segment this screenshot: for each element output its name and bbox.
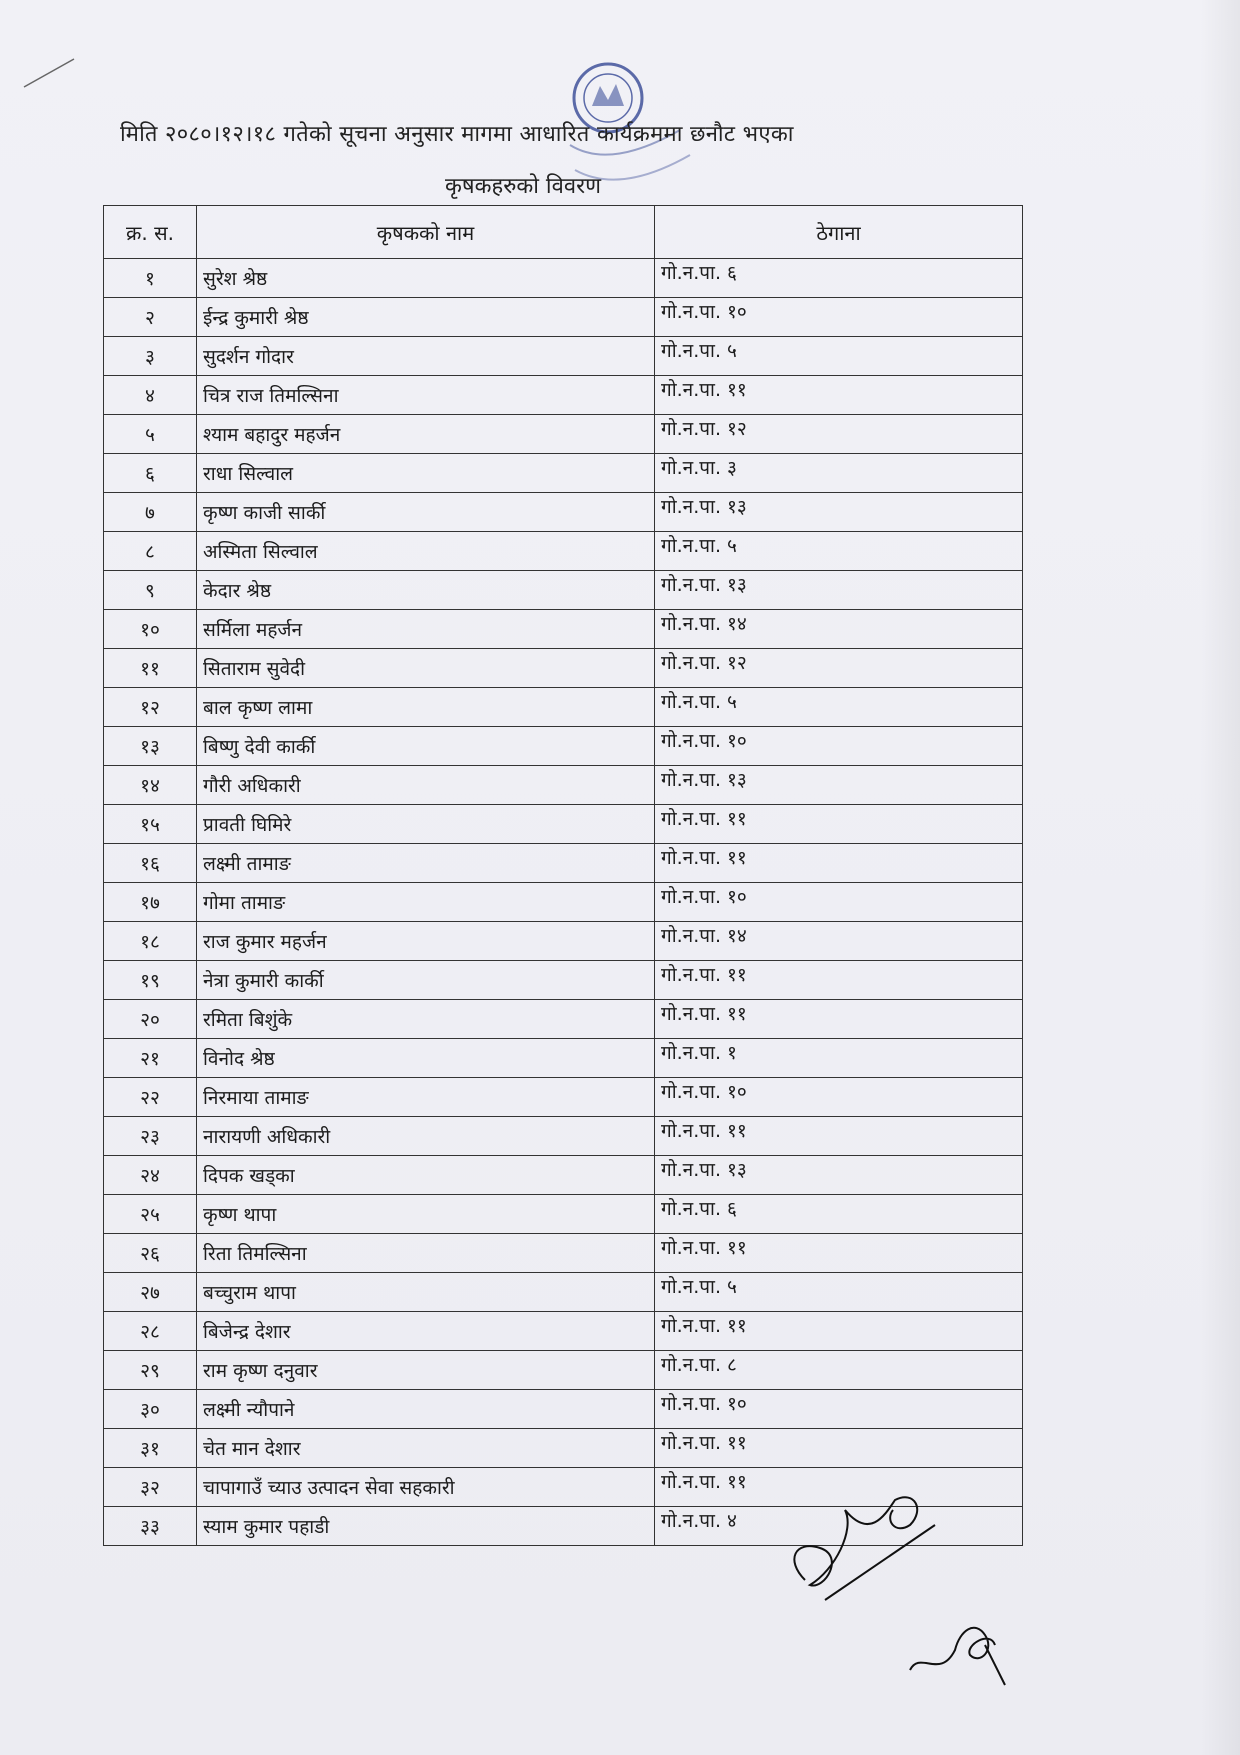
address-cell: गो.न.पा. ११ <box>655 1117 1023 1156</box>
serial-cell: ३२ <box>104 1468 197 1507</box>
name-cell: गौरी अधिकारी <box>197 766 655 805</box>
name-cell: चापागाउँ च्याउ उत्पादन सेवा सहकारी <box>197 1468 655 1507</box>
name-cell: अस्मिता सिल्वाल <box>197 532 655 571</box>
address-cell: गो.न.पा. ११ <box>655 805 1023 844</box>
signature-1-icon <box>775 1470 945 1610</box>
table-row <box>104 493 1023 532</box>
serial-cell: २५ <box>104 1195 197 1234</box>
serial-cell: १८ <box>104 922 197 961</box>
table-row <box>104 298 1023 337</box>
name-cell: बच्चुराम थापा <box>197 1273 655 1312</box>
table-row <box>104 1234 1023 1273</box>
name-cell: सर्मिला महर्जन <box>197 610 655 649</box>
table-row <box>104 1312 1023 1351</box>
address-cell: गो.न.पा. ६ <box>655 259 1023 298</box>
serial-cell: २३ <box>104 1117 197 1156</box>
address-cell: गो.न.पा. १२ <box>655 649 1023 688</box>
serial-cell: २८ <box>104 1312 197 1351</box>
name-cell: दिपक खड्का <box>197 1156 655 1195</box>
table-row <box>104 844 1023 883</box>
table-row <box>104 649 1023 688</box>
address-cell: गो.न.पा. १० <box>655 883 1023 922</box>
scan-shadow <box>1200 0 1240 1755</box>
serial-cell: ७ <box>104 493 197 532</box>
serial-cell: ३१ <box>104 1429 197 1468</box>
table-row <box>104 1078 1023 1117</box>
page-subtitle: कृषकहरुको विवरण <box>445 174 601 199</box>
table-row <box>104 571 1023 610</box>
name-cell: चेत मान देशार <box>197 1429 655 1468</box>
address-cell: गो.न.पा. ११ <box>655 1234 1023 1273</box>
header-address: ठेगाना <box>655 206 1023 259</box>
address-cell: गो.न.पा. १३ <box>655 766 1023 805</box>
address-cell: गो.न.पा. ६ <box>655 1195 1023 1234</box>
name-cell: लक्ष्मी न्यौपाने <box>197 1390 655 1429</box>
address-cell: गो.न.पा. १० <box>655 727 1023 766</box>
serial-cell: १५ <box>104 805 197 844</box>
table-row <box>104 610 1023 649</box>
serial-cell: १४ <box>104 766 197 805</box>
name-cell: रमिता बिशुंके <box>197 1000 655 1039</box>
serial-cell: १३ <box>104 727 197 766</box>
table-row <box>104 1156 1023 1195</box>
table-row <box>104 1195 1023 1234</box>
address-cell: गो.न.पा. १० <box>655 1390 1023 1429</box>
serial-cell: २४ <box>104 1156 197 1195</box>
table-row <box>104 337 1023 376</box>
address-cell: गो.न.पा. १४ <box>655 610 1023 649</box>
pen-mark-icon <box>22 55 77 90</box>
name-cell: सुदर्शन गोदार <box>197 337 655 376</box>
name-cell: कृष्ण थापा <box>197 1195 655 1234</box>
name-cell: कृष्ण काजी सार्की <box>197 493 655 532</box>
name-cell: नेत्रा कुमारी कार्की <box>197 961 655 1000</box>
name-cell: स्याम कुमार पहाडी <box>197 1507 655 1546</box>
serial-cell: ९ <box>104 571 197 610</box>
table-row <box>104 961 1023 1000</box>
name-cell: ईन्द्र कुमारी श्रेष्ठ <box>197 298 655 337</box>
address-cell: गो.न.पा. १३ <box>655 493 1023 532</box>
table-row <box>104 688 1023 727</box>
address-cell: गो.न.पा. ११ <box>655 1312 1023 1351</box>
serial-cell: २० <box>104 1000 197 1039</box>
table-row <box>104 415 1023 454</box>
name-cell: बिजेन्द्र देशार <box>197 1312 655 1351</box>
name-cell: लक्ष्मी तामाङ <box>197 844 655 883</box>
serial-cell: ११ <box>104 649 197 688</box>
name-cell: विनोद श्रेष्ठ <box>197 1039 655 1078</box>
name-cell: केदार श्रेष्ठ <box>197 571 655 610</box>
serial-cell: ८ <box>104 532 197 571</box>
name-cell: राधा सिल्वाल <box>197 454 655 493</box>
address-cell: गो.न.पा. ४ <box>655 1507 1023 1546</box>
name-cell: श्याम बहादुर महर्जन <box>197 415 655 454</box>
table-row <box>104 1273 1023 1312</box>
name-cell: नारायणी अधिकारी <box>197 1117 655 1156</box>
address-cell: गो.न.पा. ११ <box>655 376 1023 415</box>
address-cell: गो.न.पा. ११ <box>655 844 1023 883</box>
name-cell: निरमाया तामाङ <box>197 1078 655 1117</box>
serial-cell: २७ <box>104 1273 197 1312</box>
table-row <box>104 532 1023 571</box>
serial-cell: १७ <box>104 883 197 922</box>
name-cell: राम कृष्ण दनुवार <box>197 1351 655 1390</box>
serial-cell: ३० <box>104 1390 197 1429</box>
address-cell: गो.न.पा. ३ <box>655 454 1023 493</box>
table-row <box>104 1117 1023 1156</box>
address-cell: गो.न.पा. ११ <box>655 1468 1023 1507</box>
serial-cell: १० <box>104 610 197 649</box>
name-cell: सिताराम सुवेदी <box>197 649 655 688</box>
address-cell: गो.न.पा. ८ <box>655 1351 1023 1390</box>
serial-cell: १ <box>104 259 197 298</box>
serial-cell: ४ <box>104 376 197 415</box>
table-row <box>104 883 1023 922</box>
address-cell: गो.न.पा. ५ <box>655 1273 1023 1312</box>
name-cell: रिता तिमल्सिना <box>197 1234 655 1273</box>
table-row <box>104 1390 1023 1429</box>
address-cell: गो.न.पा. १३ <box>655 1156 1023 1195</box>
table-row <box>104 1351 1023 1390</box>
name-cell: बिष्णु देवी कार्की <box>197 727 655 766</box>
page-title: मिति २०८०।१२।१८ गतेको सूचना अनुसार मागमा आधारित कार्यक्रममा छनौट भएका <box>120 122 794 147</box>
address-cell: गो.न.पा. ५ <box>655 532 1023 571</box>
table-row <box>104 376 1023 415</box>
address-cell: गो.न.पा. १ <box>655 1039 1023 1078</box>
address-cell: गो.न.पा. १३ <box>655 571 1023 610</box>
address-cell: गो.न.पा. ११ <box>655 961 1023 1000</box>
serial-cell: २६ <box>104 1234 197 1273</box>
serial-cell: २ <box>104 298 197 337</box>
header-serial: क्र. स. <box>104 206 197 259</box>
name-cell: सुरेश श्रेष्ठ <box>197 259 655 298</box>
table-row <box>104 259 1023 298</box>
name-cell: बाल कृष्ण लामा <box>197 688 655 727</box>
table-header-row <box>104 206 1023 259</box>
address-cell: गो.न.पा. ११ <box>655 1000 1023 1039</box>
address-cell: गो.न.पा. १४ <box>655 922 1023 961</box>
address-cell: गो.न.पा. ५ <box>655 337 1023 376</box>
address-cell: गो.न.पा. ११ <box>655 1429 1023 1468</box>
serial-cell: १६ <box>104 844 197 883</box>
table-row <box>104 1000 1023 1039</box>
table-row <box>104 922 1023 961</box>
serial-cell: १२ <box>104 688 197 727</box>
header-name: कृषकको नाम <box>197 206 655 259</box>
serial-cell: ३३ <box>104 1507 197 1546</box>
table-row <box>104 805 1023 844</box>
serial-cell: २९ <box>104 1351 197 1390</box>
table-row <box>104 727 1023 766</box>
serial-cell: २२ <box>104 1078 197 1117</box>
name-cell: गोमा तामाङ <box>197 883 655 922</box>
address-cell: गो.न.पा. १० <box>655 1078 1023 1117</box>
address-cell: गो.न.पा. १० <box>655 298 1023 337</box>
table-row <box>104 766 1023 805</box>
address-cell: गो.न.पा. १२ <box>655 415 1023 454</box>
address-cell: गो.न.पा. ५ <box>655 688 1023 727</box>
farmer-list-table <box>103 205 1023 1546</box>
name-cell: राज कुमार महर्जन <box>197 922 655 961</box>
serial-cell: २१ <box>104 1039 197 1078</box>
name-cell: चित्र राज तिमल्सिना <box>197 376 655 415</box>
signature-2-icon <box>900 1590 1030 1690</box>
serial-cell: १९ <box>104 961 197 1000</box>
serial-cell: ६ <box>104 454 197 493</box>
serial-cell: ५ <box>104 415 197 454</box>
name-cell: प्रावती घिमिरे <box>197 805 655 844</box>
serial-cell: ३ <box>104 337 197 376</box>
table-row <box>104 1429 1023 1468</box>
table-row <box>104 454 1023 493</box>
table-row <box>104 1039 1023 1078</box>
